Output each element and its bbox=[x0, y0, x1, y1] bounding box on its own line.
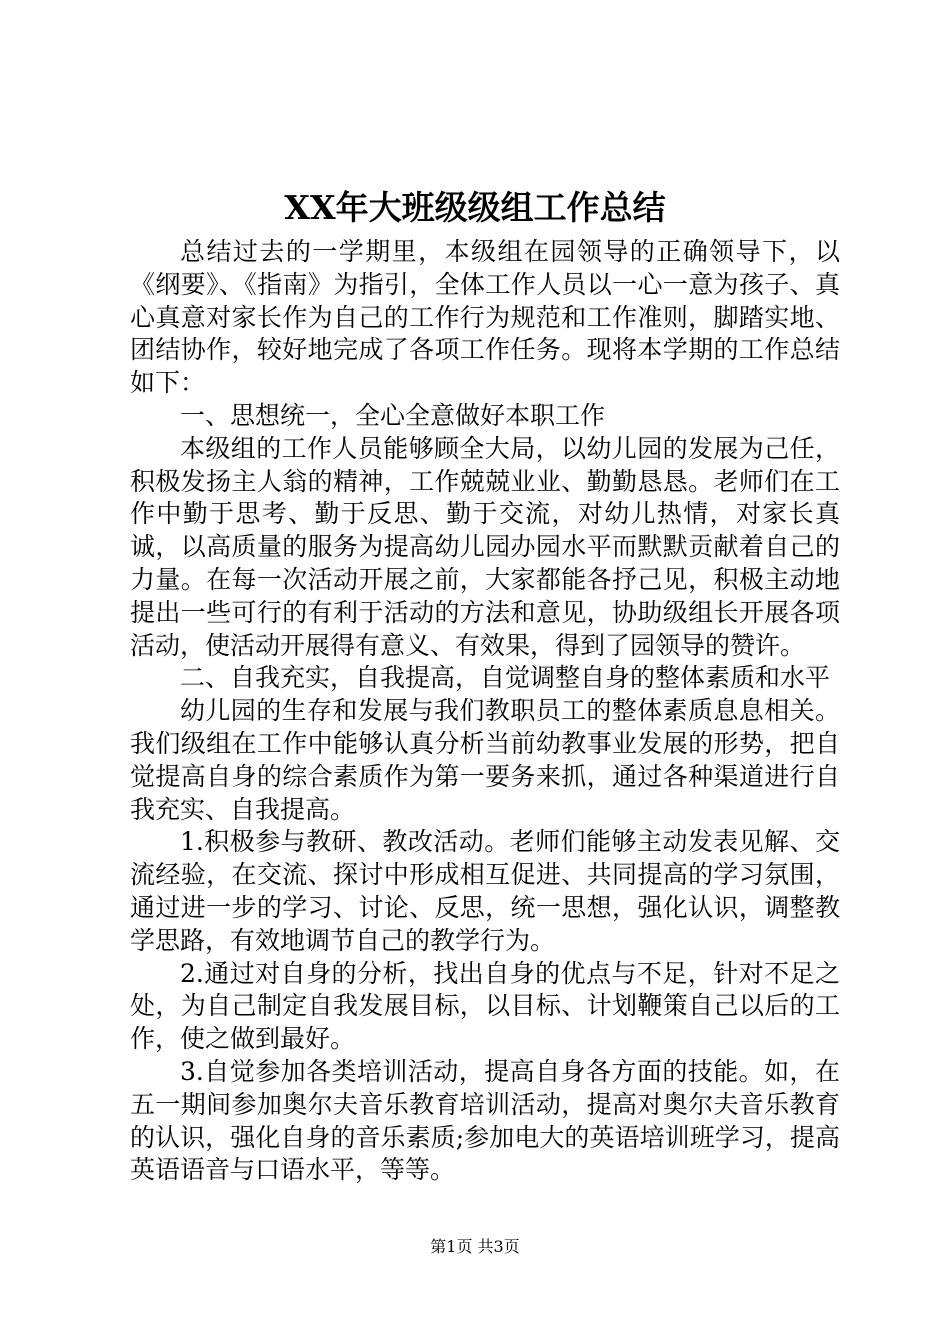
page-indicator: 第1页 共3页 bbox=[430, 1237, 520, 1256]
paragraph-section-2: 幼儿园的生存和发展与我们教职员工的整体素质息息相关。我们级组在工作中能够认真分析当前幼教事业发展的形势，把自觉提高自身的综合素质作为第一要务来抓，通过各种渠道进行自我充实、自我提高。 bbox=[130, 696, 840, 824]
list-item-3: 3.自觉参加各类培训活动，提高自身各方面的技能。如，在五一期间参加奥尔夫音乐教育培训活动，提高对奥尔夫音乐教育的认识，强化自身的音乐素质;参加电大的英语培训班学习，提高英语语音与口语水平，等等。 bbox=[130, 1056, 840, 1185]
list-item-2: 2.通过对自身的分析，找出自身的优点与不足，针对不足之处，为自己制定自我发展目标，以目标、计划鞭策自己以后的工作，使之做到最好。 bbox=[130, 958, 840, 1054]
section-heading-2: 二、自我充实，自我提高，自觉调整自身的整体素质和水平 bbox=[180, 663, 831, 693]
paragraph-intro: 总结过去的一学期里，本级组在园领导的正确领导下，以《纲要》、《指南》为指引，全体工作人员以一心一意为孩子、真心真意对家长作为自己的工作行为规范和工作准则，脚踏实地、团结协作，较好地完成了各项工作任务。现将本学期的工作总结如下： bbox=[130, 237, 840, 398]
page-footer bbox=[0, 1236, 950, 1258]
document-title: XX年大班级级组工作总结 bbox=[284, 188, 666, 227]
list-item-1: 1.积极参与教研、教改活动。老师们能够主动发表见解、交流经验，在交流、探讨中形成相互促进、共同提高的学习氛围，通过进一步的学习、讨论、反思，统一思想，强化认识，调整教学思路，有效地调节自己的教学行为。 bbox=[130, 827, 840, 955]
section-heading-1: 一、思想统一，全心全意做好本职工作 bbox=[180, 400, 606, 430]
document-body bbox=[130, 236, 840, 1187]
paragraph-section-1: 本级组的工作人员能够顾全大局，以幼儿园的发展为己任，积极发扬主人翁的精神，工作兢兢业业、勤勤恳恳。老师们在工作中勤于思考、勤于反思、勤于交流，对幼儿热情，对家长真诚，以高质量的服务为提高幼儿园办园水平而默默贡献着自己的力量。在每一次活动开展之前，大家都能各抒己见，积极主动地提出一些可行的有利于活动的方法和意见，协助级组长开展各项活动，使活动开展得有意义、有效果，得到了园领导的赞许。 bbox=[130, 433, 840, 660]
